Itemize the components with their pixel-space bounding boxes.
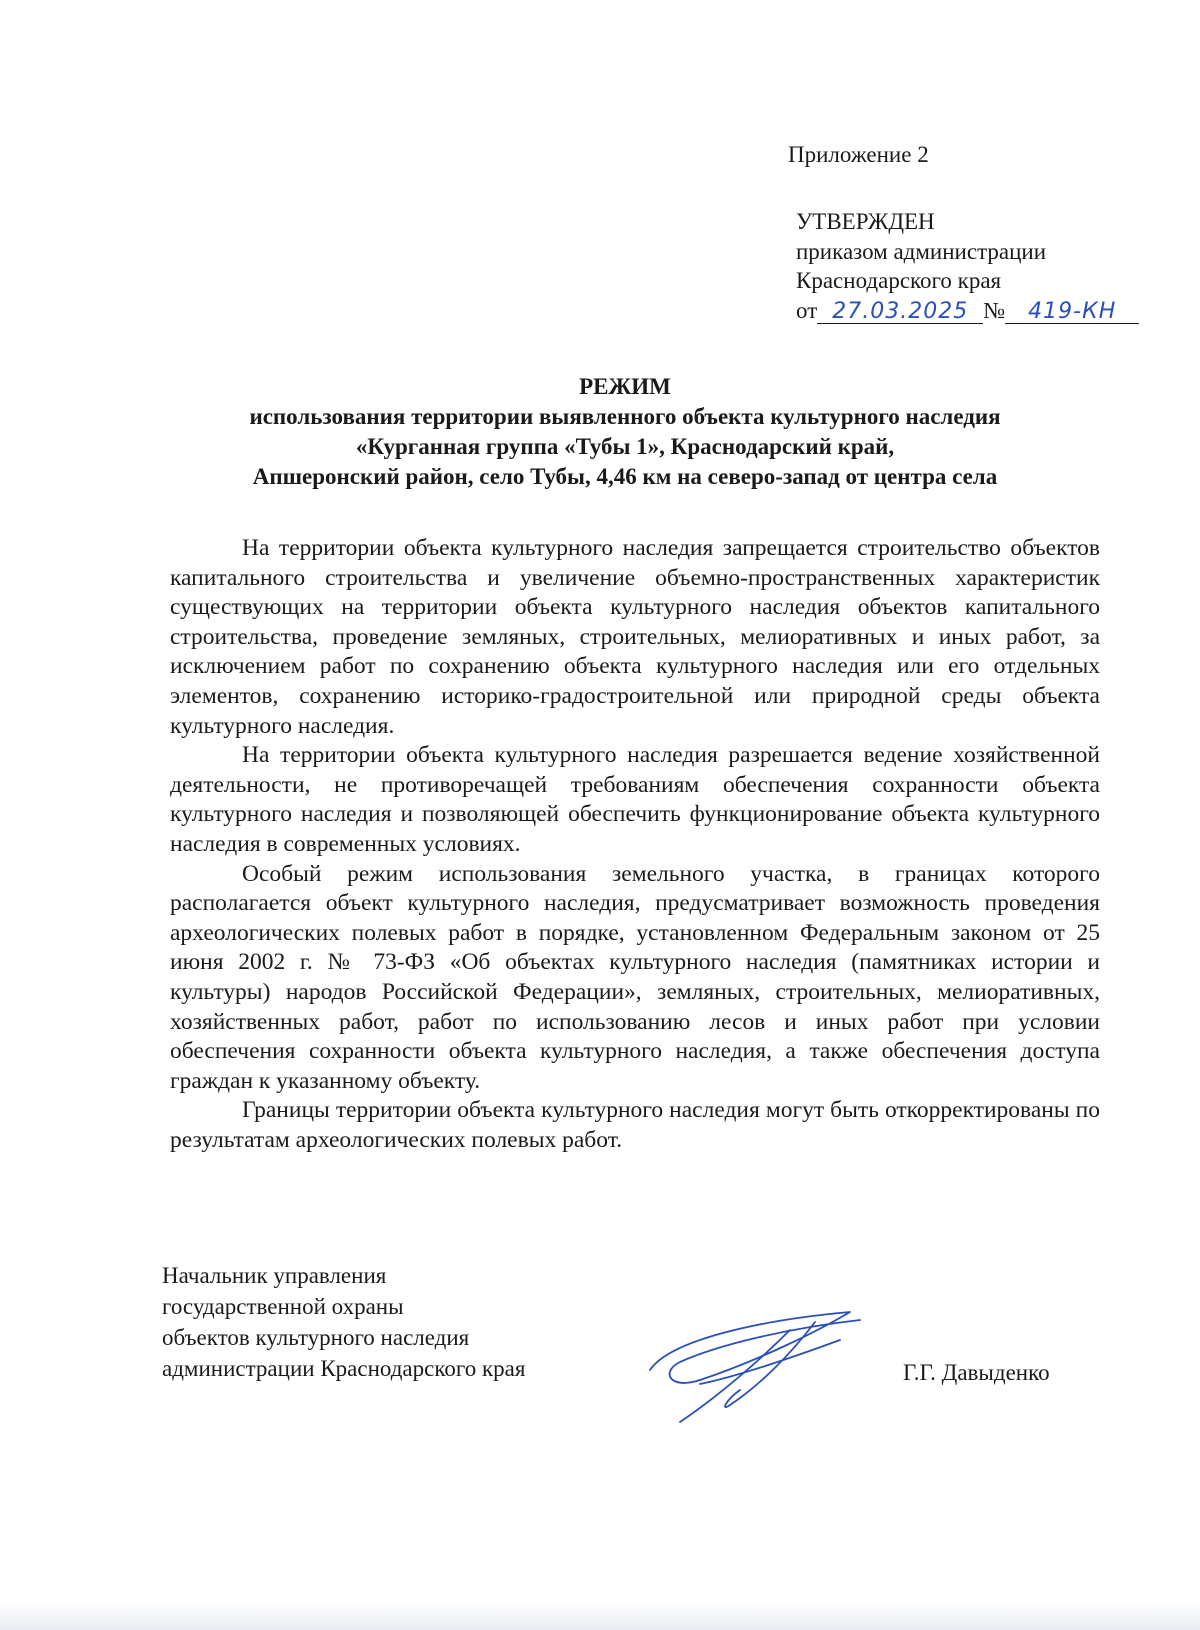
position-line-3: объектов культурного наследия bbox=[162, 1325, 470, 1350]
date-prefix: от bbox=[796, 297, 818, 323]
approval-title: УТВЕРЖДЕН bbox=[796, 209, 935, 234]
paragraph-3: Особый режим использования земельного участка, в границах которого располагается объект культурного наследия, предусматривает возможность проведения археологических полевых работ в порядке, установленном Федеральным законом от 25 июня 2002 г. № 73-ФЗ «Об объектах культурного наследия (памятниках истории и культуры) народов Российской Федерации», земляных, строительных, мелиоративных, хозяйственных работ, работ по использованию лесов и иных работ при условии обеспечения сохранности объекта культурного наследия, а также обеспечения доступа граждан к указанному объекту. bbox=[170, 860, 1100, 1094]
handwritten-number: 419-КН bbox=[1005, 301, 1139, 324]
signer-position bbox=[162, 1260, 525, 1384]
handwritten-signature-icon bbox=[640, 1300, 880, 1430]
paragraph-1: На территории объекта культурного наследия запрещается строительство объектов капитального строительства и увеличение объемно-пространственных характеристик существующих на территории объекта культурного наследия объектов капитального строительства, проведение земляных, строительных, мелиоративных и иных работ, за исключением работ по сохранению объекта культурного наследия или его отдельных элементов, сохранению историко-градостроительной или природной среды объекта культурного наследия. bbox=[170, 535, 1100, 739]
title-line-1: использования территории выявленного объекта культурного наследия bbox=[249, 404, 1001, 429]
approval-block bbox=[796, 207, 1139, 325]
title-heading: РЕЖИМ bbox=[579, 374, 671, 399]
signer-name: Г.Г. Давыденко bbox=[903, 1360, 1050, 1385]
approval-date-line bbox=[796, 296, 1139, 326]
paragraph-4: Границы территории объекта культурного наследия могут быть откорректированы по результатам археологических полевых работ. bbox=[170, 1097, 1100, 1153]
position-line-2: государственной охраны bbox=[162, 1294, 404, 1319]
document-body bbox=[170, 534, 1100, 1155]
title-line-3: Апшеронский район, село Тубы, 4,46 км на северо-запад от центра села bbox=[252, 464, 998, 489]
position-line-1: Начальник управления bbox=[162, 1263, 387, 1288]
approval-line-1: приказом администрации bbox=[796, 238, 1047, 264]
scan-shadow bbox=[0, 1602, 1200, 1630]
handwritten-date: 27.03.2025 bbox=[817, 301, 983, 324]
title-line-2: «Курганная группа «Тубы 1», Краснодарский край, bbox=[355, 434, 895, 459]
paragraph-2: На территории объекта культурного наследия разрешается ведение хозяйственной деятельности, не противоречащей требованиям обеспечения сохранности объекта культурного наследия и позволяющей обеспечить функционирование объекта культурного наследия в современных условиях. bbox=[170, 742, 1100, 857]
number-sign: № bbox=[983, 297, 1006, 323]
appendix-label: Приложение 2 bbox=[788, 142, 929, 167]
position-line-4: администрации Краснодарского края bbox=[162, 1356, 526, 1381]
approval-line-2: Краснодарского края bbox=[796, 268, 1002, 293]
document-title bbox=[150, 372, 1100, 492]
